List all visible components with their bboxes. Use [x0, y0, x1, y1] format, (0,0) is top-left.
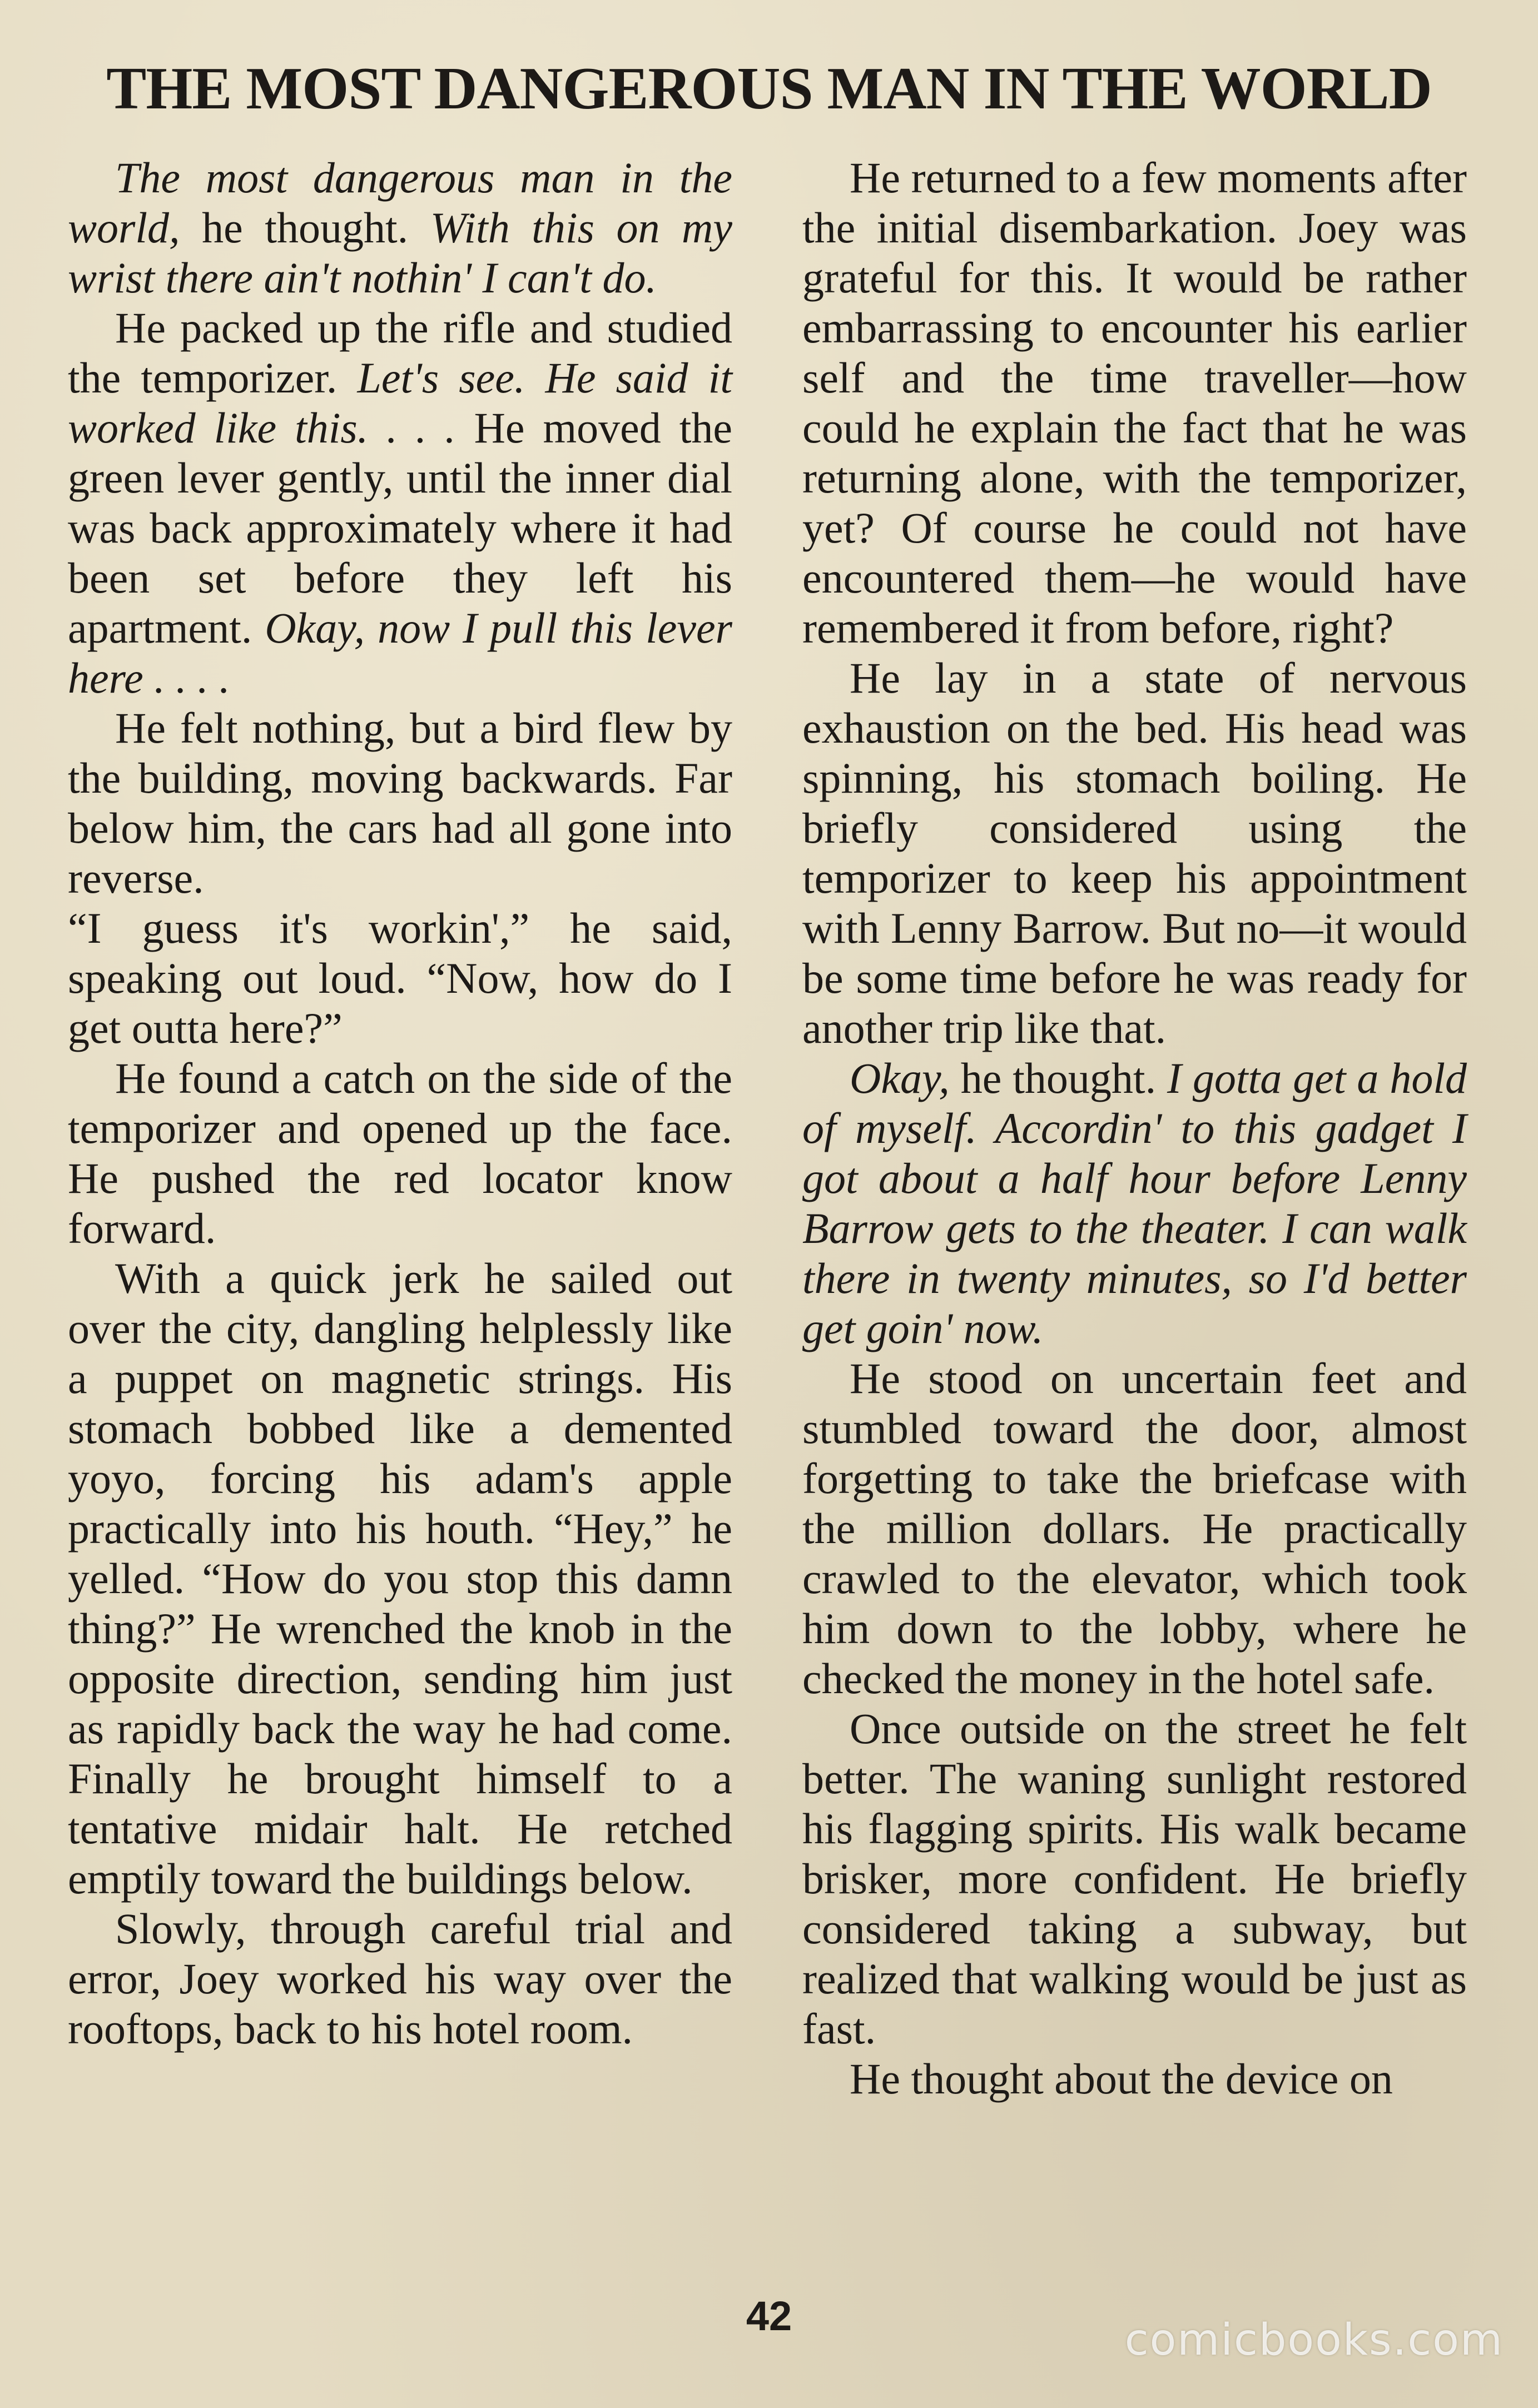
- page-number: 42: [746, 2293, 792, 2339]
- story-paragraph: [802, 2054, 1467, 2104]
- story-paragraph: [68, 303, 732, 703]
- story-paragraph: [802, 653, 1467, 1053]
- story-paragraph: [802, 1704, 1467, 2054]
- story-title: THE MOST DANGEROUS MAN IN THE WORLD: [106, 56, 1432, 122]
- text-run: Once outside on the street he felt better. The waning sunlight restored his flagging spirits. His walk became brisker, more confident. He briefly considered taking a subway, but realized that walking would be just as fast.: [802, 1704, 1467, 2053]
- text-run: With a quick jerk he sailed out over the city, dangling helplessly like a puppet on magnetic strings. His stomach bobbed like a demented yoyo, forcing his adam's apple practically into his houth. “Hey,” he yelled. “How do you stop this damn thing?” He wrenched the knob in the opposite direction, sending him just as rapidly back the way he had come. Finally he brought himself to a tentative midair halt. He retched emptily toward the buildings below.: [68, 1254, 732, 1903]
- right-text-column: [802, 153, 1467, 2104]
- story-paragraph: [802, 1354, 1467, 1704]
- text-run: He felt nothing, but a bird flew by the building, moving backwards. Far below him, the cars had all gone into reverse.: [68, 704, 732, 902]
- italic-text-run: Okay,: [850, 1054, 950, 1102]
- text-run: He stood on uncertain feet and stumbled toward the door, almost forgetting to take the briefcase with the million dollars. He practically crawled to the elevator, which took him down to the lobby, where he checked the money in the hotel safe.: [802, 1354, 1467, 1703]
- text-run: he thought.: [180, 203, 430, 252]
- text-run: He moved the green lever gently, until the inner dial was back approximately where it had been set before they left his apartment.: [68, 404, 732, 652]
- watermark: comicbooks.com: [1124, 2315, 1504, 2365]
- story-paragraph: [68, 1053, 732, 1253]
- text-run: He packed up the rifle and studied the temporizer.: [68, 304, 732, 402]
- story-paragraph: [68, 1253, 732, 1904]
- text-run: Slowly, through careful trial and error, Joey worked his way over the rooftops, back to his hotel room.: [68, 1904, 732, 2053]
- text-run: He thought about the device on: [850, 2054, 1393, 2103]
- story-paragraph: [68, 1904, 732, 2054]
- story-paragraph: [802, 1053, 1467, 1354]
- text-run: “I guess it's workin',” he said, speaking out loud. “Now, how do I get outta here?”: [68, 904, 732, 1052]
- left-text-column: [68, 153, 732, 2054]
- story-paragraph: [68, 153, 732, 303]
- italic-text-run: With this on my wrist there ain't nothin' I can't do.: [68, 203, 732, 302]
- text-run: He returned to a few moments after the initial disembarkation. Joey was grateful for this. It would be rather embarrassing to encounter his earlier self and the time traveller—how could he explain the fact that he was returning alone, with the temporizer, yet? Of course he could not have encountered them—he would have remembered it from before, right?: [802, 153, 1467, 652]
- italic-text-run: Let's see. He said it worked like this. . . .: [68, 354, 732, 452]
- text-run: he thought.: [949, 1054, 1168, 1102]
- text-run: He found a catch on the side of the temporizer and opened up the face. He pushed the red locator know forward.: [68, 1054, 732, 1252]
- italic-text-run: Okay, now I pull this lever here . . . .: [68, 604, 732, 702]
- story-paragraph: [68, 703, 732, 903]
- story-paragraph: [802, 153, 1467, 653]
- italic-text-run: I gotta get a hold of myself. Accordin' to this gadget I got about a half hour before Lenny Barrow gets to the theater. I can walk there in twenty minutes, so I'd better get goin' now.: [802, 1054, 1467, 1352]
- text-run: He lay in a state of nervous exhaustion on the bed. His head was spinning, his stomach boiling. He briefly considered using the temporizer to keep his appointment with Lenny Barrow. But no—it would be some time before he was ready for another trip like that.: [802, 654, 1467, 1052]
- italic-text-run: The most dangerous man in the world,: [68, 153, 732, 252]
- story-paragraph: [68, 903, 732, 1053]
